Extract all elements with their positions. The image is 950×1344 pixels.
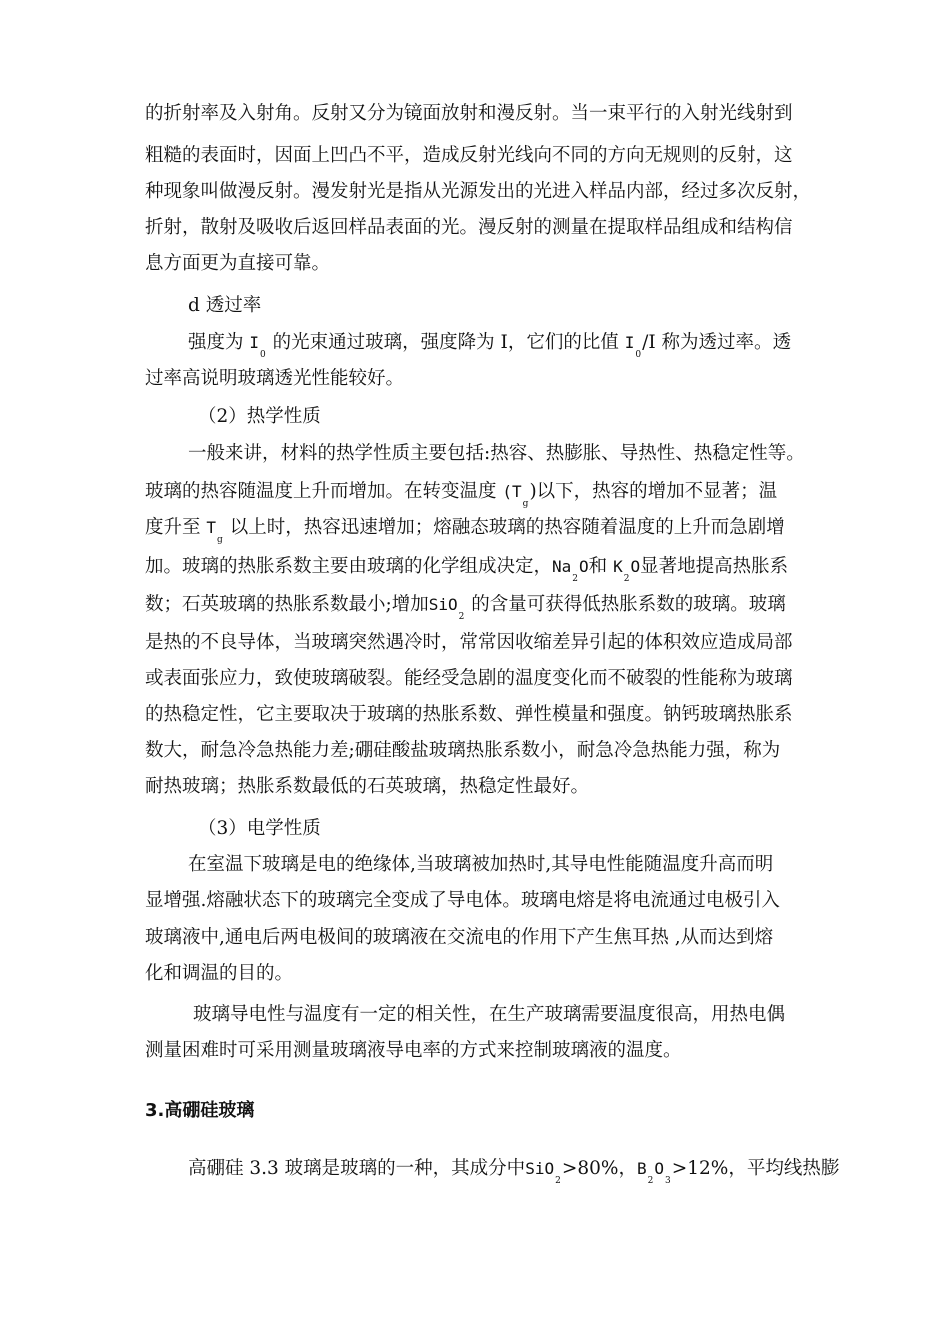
paragraph-line: 的折射率及入射角。反射又分为镜面放射和漫反射。当一束平行的入射光线射到	[145, 103, 793, 124]
paragraph-line	[145, 554, 788, 583]
formula-sio2: SiO	[428, 595, 458, 614]
text-run: 玻璃的热容随温度上升而增加。在转变温度	[145, 481, 497, 502]
text-run: 的光束通过玻璃，强度降为 I，它们的比值	[272, 332, 619, 353]
paragraph-line	[145, 515, 785, 544]
text-run: 以上时，热容迅速增加；熔融态玻璃的热容随着温度的上升而急剧增	[229, 517, 785, 538]
paragraph-line: 显增强.熔融状态下的玻璃完全变成了导电体。玻璃电熔是将电流通过电极引入	[145, 890, 780, 911]
paragraph-line	[188, 1156, 839, 1185]
text-run: )以下，热容的增加不显著；温	[529, 481, 778, 502]
paragraph-line: 玻璃液中,通电后两电极间的玻璃液在交流电的作用下产生焦耳热 ,从而达到熔	[145, 927, 774, 948]
paragraph-line: 一般来讲，材料的热学性质主要包括:热容、热膨胀、导热性、热稳定性等。	[188, 443, 805, 464]
paragraph-line: 在室温下玻璃是电的绝缘体,当玻璃被加热时,其导电性能随温度升高而明	[188, 854, 774, 875]
formula-na2o: Na	[552, 557, 572, 576]
text-run: 显著地提高热胀系	[640, 556, 789, 577]
text-run: 的含量可获得低热胀系数的玻璃。玻璃	[471, 594, 786, 615]
subscript: 3	[664, 1176, 671, 1186]
paragraph-line: 化和调温的目的。	[145, 963, 294, 984]
symbol-i0: I	[249, 333, 260, 352]
formula-na2o: O	[579, 557, 589, 576]
paragraph-line: 种现象叫做漫反射。漫发射光是指从光源发出的光进入样品内部，经过多次反射，	[145, 181, 812, 202]
subscript: 2	[623, 574, 630, 584]
paragraph-line: 数大，耐急冷急热能力差;硼硅酸盐玻璃热胀系数小，耐急冷急热能力强，称为	[145, 740, 781, 761]
paragraph-line: 粗糙的表面时，因面上凹凸不平，造成反射光线向不同的方向无规则的反射，这	[145, 145, 793, 166]
paragraph-line	[188, 330, 791, 359]
paragraph-line: 耐热玻璃；热胀系数最低的石英玻璃，热稳定性最好。	[145, 776, 590, 797]
subscript: 2	[647, 1176, 654, 1186]
subheading-transmittance: d 透过率	[188, 295, 262, 316]
text-run: /I 称为透过率。透	[642, 332, 792, 353]
subscript: g	[522, 499, 529, 509]
symbol-i0: I	[624, 333, 635, 352]
text-run: >80%，	[561, 1158, 637, 1179]
symbol-tg: (T	[502, 482, 522, 501]
text-run: 强度为	[188, 332, 244, 353]
subscript: 2	[572, 574, 579, 584]
formula-k2o: K	[613, 557, 623, 576]
subheading-thermal: （2）热学性质	[198, 406, 321, 427]
paragraph-line	[145, 592, 786, 621]
text-run: >12%，平均线热膨	[671, 1158, 840, 1179]
subscript: 0	[635, 350, 642, 360]
text-run: 高硼硅 3.3 玻璃是玻璃的一种，其成分中	[188, 1158, 526, 1179]
paragraph-line: 的热稳定性，它主要取决于玻璃的热胀系数、弹性模量和强度。钠钙玻璃热胀系	[145, 704, 793, 725]
paragraph-line: 玻璃导电性与温度有一定的相关性，在生产玻璃需要温度很高，用热电偶	[193, 1004, 786, 1025]
paragraph-line: 折射，散射及吸收后返回样品表面的光。漫反射的测量在提取样品组成和结构信	[145, 217, 793, 238]
subheading-electrical: （3）电学性质	[198, 818, 321, 839]
paragraph-line: 测量困难时可采用测量玻璃液导电率的方式来控制玻璃液的温度。	[145, 1040, 682, 1061]
formula-k2o: O	[630, 557, 641, 576]
paragraph-line: 过率高说明玻璃透光性能较好。	[145, 368, 405, 389]
subscript: 0	[260, 350, 266, 360]
text-run: 加。玻璃的热胀系数主要由玻璃的化学组成决定，	[145, 556, 553, 577]
formula-b2o3: B	[636, 1159, 647, 1178]
paragraph-line: 或表面张应力，致使玻璃破裂。能经受急剧的温度变化而不破裂的性能称为玻璃	[145, 668, 793, 689]
paragraph-line	[145, 479, 777, 508]
paragraph-line: 息方面更为直接可靠。	[145, 253, 331, 274]
formula-b2o3: O	[654, 1159, 664, 1178]
text-run: 和	[588, 556, 608, 577]
text-run: 数；石英玻璃的热胀系数最小;增加	[145, 594, 429, 615]
subscript: g	[217, 535, 223, 545]
paragraph-line: 是热的不良导体，当玻璃突然遇冷时，常常因收缩差异引起的体积效应造成局部	[145, 632, 793, 653]
symbol-tg: T	[206, 518, 217, 537]
subscript: 2	[555, 1176, 561, 1186]
formula-sio2: SiO	[525, 1159, 555, 1178]
subscript: 2	[458, 612, 465, 622]
section-heading: 3.高硼硅玻璃	[145, 1100, 255, 1121]
text-run: 度升至	[145, 517, 201, 538]
